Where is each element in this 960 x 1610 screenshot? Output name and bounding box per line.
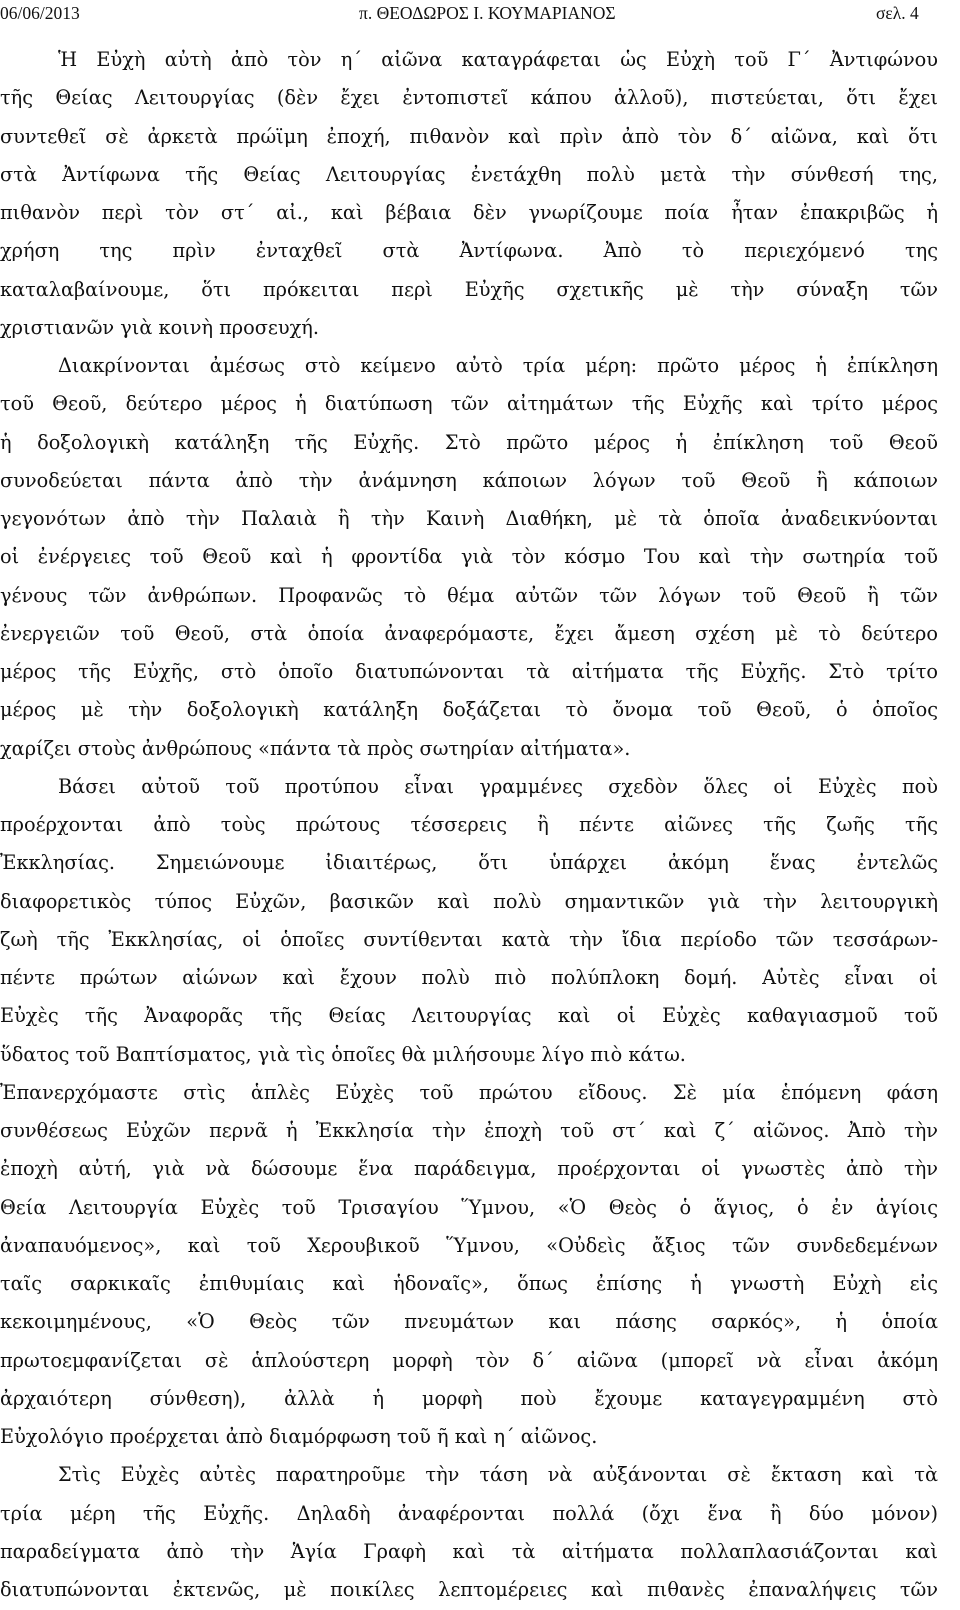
text-line: ἐποχὴ αὐτή, γιὰ νὰ δώσουμε ἕνα παράδειγμα, προέρχονται οἱ γνωστὲς ἀπὸ τὴν	[0, 1157, 938, 1181]
text-line: πιθανὸν περὶ τὸν στ΄ αἰ., καὶ βέβαια δὲν γνωρίζουμε ποία ἦταν ἐπακριβῶς ἡ	[0, 201, 938, 224]
text-line: γένους τῶν ἀνθρώπων. Προφανῶς τὸ θέμα αὐτῶν τῶν λόγων τοῦ Θεοῦ ἢ τῶν	[0, 583, 938, 607]
text-line: διατυπώνονται ἐκτενῶς, μὲ ποικίλες λεπτομέρειες καὶ πιθανὲς ἐπαναλήψεις τῶν	[0, 1578, 938, 1601]
text-line: μέρος τῆς Εὐχῆς, στὸ ὁποῖο διατυπώνονται τὰ αἰτήματα τῆς Εὐχῆς. Στὸ τρίτο	[0, 660, 938, 683]
text-line: πέντε πρώτων αἰώνων καὶ ἔχουν πολὺ πιὸ πολύπλοκη δομή. Αὐτὲς εἶναι οἱ	[0, 966, 938, 989]
text-line: χαρίζει στοὺς ἀνθρώπους «πάντα τὰ πρὸς σωτηρίαν αἰτήματα».	[0, 736, 631, 760]
text-line: πρωτοεμφανίζεται σὲ ἁπλούστερη μορφὴ τὸν δ΄ αἰῶνα (μπορεῖ νὰ εἶναι ἀκόμη	[0, 1348, 938, 1372]
text-line: χριστιανῶν γιὰ κοινὴ προσευχή.	[0, 315, 319, 339]
text-line: διαφορετικὸς τύπος Εὐχῶν, βασικῶν καὶ πολὺ σημαντικῶν γιὰ τὴν λειτουργικὴ	[0, 889, 938, 913]
text-line: ἀρχαιότερη σύνθεση), ἀλλὰ ἡ μορφὴ ποὺ ἔχουμε καταγεγραμμένη στὸ	[0, 1386, 938, 1410]
text-line: χρήση της πρὶν ἐνταχθεῖ στὰ Ἀντίφωνα. Ἀπὸ τὸ περιεχόμενό της	[0, 239, 938, 263]
text-line: ἀναπαυόμενος», καὶ τοῦ Χερουβικοῦ Ὕμνου, «Οὐδεὶς ἄξιος τῶν συνδεδεμένων	[0, 1233, 938, 1257]
text-line: τρία μέρη τῆς Εὐχῆς. Δηλαδὴ ἀναφέρονται πολλά (ὄχι ἕνα ἢ δύο μόνον)	[0, 1501, 938, 1525]
text-line: τοῦ Θεοῦ, δεύτερο μέρος ἡ διατύπωση τῶν αἰτημάτων τῆς Εὐχῆς καὶ τρίτο μέρος	[0, 392, 938, 416]
text-line: ἡ δοξολογικὴ κατάληξη τῆς Εὐχῆς. Στὸ πρῶτο μέρος ἡ ἐπίκληση τοῦ Θεοῦ	[0, 430, 938, 454]
header-date: 06/06/2013	[0, 3, 80, 23]
text-line: Ἡ Εὐχὴ αὐτὴ ἀπὸ τὸν η΄ αἰῶνα καταγράφεται ὡς Εὐχὴ τοῦ Γ΄ Ἀντιφώνου	[58, 48, 938, 71]
text-line: ἐνεργειῶν τοῦ Θεοῦ, στὰ ὁποία ἀναφερόμαστε, ἔχει ἄμεση σχέση μὲ τὸ δεύτερο	[0, 621, 938, 645]
text-line: κεκοιμημένους, «Ὁ Θεὸς τῶν πνευμάτων και πάσης σαρκός», ἡ ὁποία	[0, 1310, 938, 1334]
text-line: μέρος μὲ τὴν δοξολογικὴ κατάληξη δοξάζεται τὸ ὄνομα τοῦ Θεοῦ, ὁ ὁποῖος	[0, 698, 938, 722]
header-author: π. ΘΕΟΔΩΡΟΣ Ι. ΚΟΥΜΑΡΙΑΝΟΣ	[359, 3, 616, 23]
text-line: συνθέσεως Εὐχῶν περνᾶ ἡ Ἐκκλησία τὴν ἐποχὴ τοῦ στ΄ καὶ ζ΄ αἰῶνος. Ἀπὸ τὴν	[0, 1119, 938, 1142]
text-line: Εὐχολόγιο προέρχεται ἀπὸ διαμόρφωση τοῦ ῆ καὶ η΄ αἰῶνος.	[0, 1425, 598, 1448]
text-line: ὕδατος τοῦ Βαπτίσματος, γιὰ τὶς ὁποῖες θὰ μιλήσουμε λίγο πιὸ κάτω.	[0, 1042, 686, 1066]
body-text	[0, 41, 938, 1609]
text-line: Στὶς Εὐχὲς αὐτὲς παρατηροῦμε τὴν τάση νὰ αὐξάνονται σὲ ἔκταση καὶ τὰ	[58, 1463, 938, 1487]
text-line: γεγονότων ἀπὸ τὴν Παλαιὰ ἢ τὴν Καινὴ Διαθήκη, μὲ τὰ ὁποῖα ἀναδεικνύονται	[0, 507, 938, 530]
text-line: προέρχονται ἀπὸ τοὺς πρώτους τέσσερεις ἢ πέντε αἰῶνες τῆς ζωῆς τῆς	[0, 813, 938, 836]
text-line: στὰ Ἀντίφωνα τῆς Θείας Λειτουργίας ἐνετάχθη πολὺ μετὰ τὴν σύνθεσή της,	[0, 162, 938, 186]
text-line: συντεθεῖ σὲ ἀρκετὰ πρώϊμη ἐποχή, πιθανὸν καὶ πρὶν ἀπὸ τὸν δ΄ αἰῶνα, καὶ ὅτι	[0, 124, 938, 148]
text-line: καταλαβαίνουμε, ὅτι πρόκειται περὶ Εὐχῆς σχετικῆς μὲ τὴν σύναξη τῶν	[0, 277, 938, 301]
text-line: συνοδεύεται πάντα ἀπὸ τὴν ἀνάμνηση κάποιων λόγων τοῦ Θεοῦ ἢ κάποιων	[0, 468, 938, 492]
header-page-number: σελ. 4	[876, 3, 919, 23]
text-line: Θεία Λειτουργία Εὐχὲς τοῦ Τρισαγίου Ὕμνου, «Ὁ Θεὸς ὁ ἅγιος, ὁ ἐν ἁγίοις	[0, 1195, 938, 1219]
text-line: παραδείγματα ἀπὸ τὴν Ἁγία Γραφὴ καὶ τὰ αἰτήματα πολλαπλασιάζονται καὶ	[0, 1539, 938, 1563]
text-line: Ἐπανερχόμαστε στὶς ἁπλὲς Εὐχὲς τοῦ πρώτου εἴδους. Σὲ μία ἑπόμενη φάση	[0, 1080, 938, 1104]
text-line: ταῖς σαρκικαῖς ἐπιθυμίαις καὶ ἡδοναῖς», ὅπως ἐπίσης ἡ γνωστὴ Εὐχὴ εἰς	[0, 1272, 938, 1295]
text-line: Βάσει αὐτοῦ τοῦ προτύπου εἶναι γραμμένες σχεδὸν ὅλες οἱ Εὐχὲς ποὺ	[58, 774, 938, 798]
text-line: τῆς Θείας Λειτουργίας (δὲν ἔχει ἐντοπιστεῖ κάπου ἀλλοῦ), πιστεύεται, ὅτι ἔχει	[0, 86, 938, 110]
text-line: οἱ ἐνέργειες τοῦ Θεοῦ καὶ ἡ φροντίδα γιὰ τὸν κόσμο Του καὶ τὴν σωτηρία τοῦ	[0, 545, 938, 569]
text-line: Εὐχὲς τῆς Ἀναφορᾶς τῆς Θείας Λειτουργίας καὶ οἱ Εὐχὲς καθαγιασμοῦ τοῦ	[0, 1004, 938, 1028]
page-header	[0, 0, 960, 26]
text-line: ζωὴ τῆς Ἐκκλησίας, οἱ ὁποῖες συντίθενται κατὰ τὴν ἴδια περίοδο τῶν τεσσάρων-	[0, 927, 938, 951]
text-line: Διακρίνονται ἀμέσως στὸ κείμενο αὐτὸ τρία μέρη: πρῶτο μέρος ἡ ἐπίκληση	[58, 354, 938, 377]
text-line: Ἐκκλησίας. Σημειώνουμε ἰδιαιτέρως, ὅτι ὑπάρχει ἀκόμη ἕνας ἐντελῶς	[0, 851, 938, 875]
